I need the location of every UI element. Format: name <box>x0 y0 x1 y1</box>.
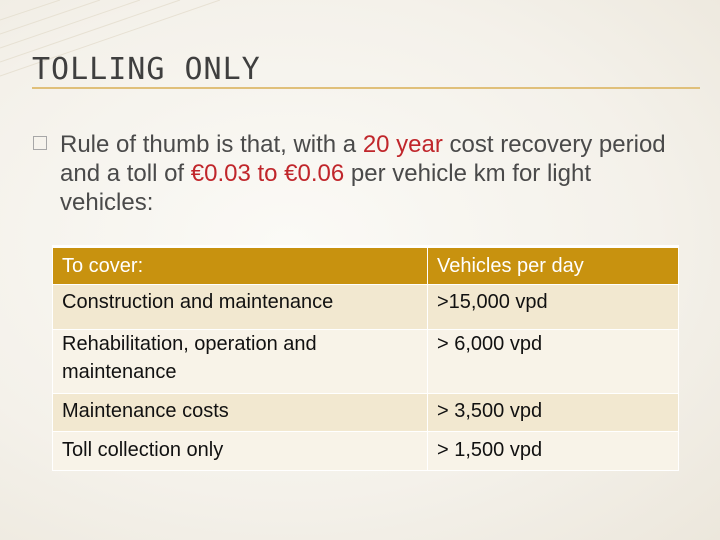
bullet-text-part-2: cost recovery period and a toll of <box>60 131 666 187</box>
table-cell-vpd: > 1,500 vpd <box>428 432 679 471</box>
table-cell-cover: Rehabilitation, operation and maintenance <box>53 330 428 394</box>
table-row <box>53 330 679 394</box>
highlight-toll-range: €0.03 to €0.06 <box>190 160 345 187</box>
table-row <box>53 394 679 432</box>
table-cell-vpd: > 3,500 vpd <box>428 394 679 432</box>
bullet-point <box>33 130 673 217</box>
table-cell-cover: Maintenance costs <box>53 394 428 432</box>
table-cell-cover: Toll collection only <box>53 432 428 471</box>
bullet-text-part-3: per vehicle km for light vehicles: <box>60 160 591 216</box>
table-cell-vpd: > 6,000 vpd <box>428 330 679 394</box>
table-cell-vpd: >15,000 vpd <box>428 285 679 330</box>
bullet-text <box>60 130 673 217</box>
table-row <box>53 285 679 330</box>
table-header-row <box>53 247 679 285</box>
slide-title: TOLLING ONLY <box>32 52 261 87</box>
vehicles-per-day-table <box>52 245 679 471</box>
header-vehicles-per-day: Vehicles per day <box>428 247 679 285</box>
title-underline <box>32 87 700 89</box>
bullet-text-part-1: Rule of thumb is that, with a <box>60 131 363 158</box>
table-row <box>53 432 679 471</box>
table-cell-cover: Construction and maintenance <box>53 285 428 330</box>
square-bullet-icon <box>33 136 47 150</box>
header-to-cover: To cover: <box>53 247 428 285</box>
highlight-cost-recovery-period: 20 year <box>362 131 443 158</box>
